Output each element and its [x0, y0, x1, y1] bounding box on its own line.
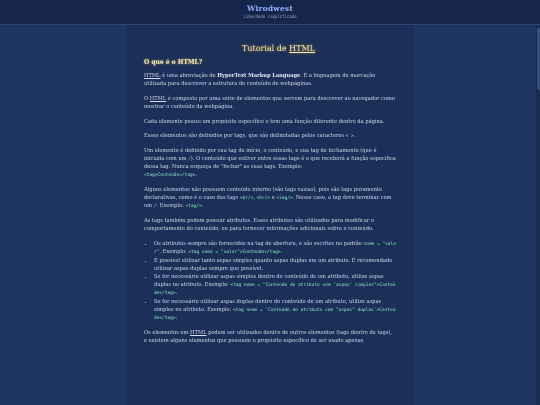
paragraph-attributes: As tags também podem possuir atributos. Esses atributos são utilizados para modificar o comportamento do conteúdo, ou para fornecer informações adicionais sobre o conteúdo. — [144, 217, 374, 232]
paragraph-element-definition: Um elemento é definido por sua tag de início, o conteúdo, e sua tag de fechamento (que é iniciada com um /). O conteúdo que estiver entre essas tags é o que receberá a função específica dessa tag. Nunca esqueça de "fechar" as suas tags. Exemplo: <tag>Conteúdo</tag>. — [144, 148, 396, 179]
site-logo-link[interactable]: Wirodwest — [246, 4, 294, 13]
code-snippet: < > — [345, 134, 354, 140]
page-scrollbar[interactable] — [536, 25, 540, 405]
attributes-list — [144, 241, 396, 323]
list-item: • Os atributos sempre são fornecidos na tag de abertura, e são escritos no padrão nome = "valor". Exemplo: <tag nome = "valor">Conteúdo</tag>. — [154, 241, 396, 257]
paragraph-elements: O HTML é composto por uma série de elementos que servem para descrever ao navegador como mostrar o conteúdo da webpágina. — [144, 95, 395, 110]
list-item: • Se for necessário utilizar aspas simples dentro do conteúdo de um atributo, utilize aspas duplas no atributo. Exemplo: <tag nome = "Conteúdo do atributo com 'aspas' simples">Conteúdo</tag>. — [154, 274, 396, 298]
page-title: Tutorial de HTML — [242, 44, 315, 53]
html-abbreviation: HTML — [149, 95, 167, 102]
code-snippet: <tag>Conteúdo</tag> — [144, 173, 196, 179]
paragraph-nesting: Os elementos em HTML podem ser utilizados dentro de outros elementos (tags dentro de tags), e existem alguns elementos que possuem o propósito específico de ser usado apenas — [144, 330, 392, 345]
code-snippet: nome = "valor" — [154, 241, 396, 255]
code-snippet: <tag nome = "Conteúdo do atributo com 'aspas' simples">Conteúdo</tag> — [154, 283, 396, 297]
site-header — [0, 0, 540, 25]
html-abbreviation: HTML — [289, 44, 315, 53]
code-snippet: <tag nome = "valor">Conteúdo</tag> — [188, 249, 281, 255]
scrollbar-thumb[interactable] — [537, 28, 540, 90]
code-snippet: <br/> — [239, 196, 254, 202]
html-abbreviation: HTML — [144, 73, 161, 79]
code-snippet: <hr/> — [256, 196, 271, 202]
article-content — [126, 25, 414, 405]
site-tagline: Liberdade simplificada — [243, 14, 297, 19]
paragraph-purpose: Cada elemento possui um propósito específico e tem uma função diferente dentro da página. — [144, 118, 385, 125]
code-snippet: <img/> — [276, 196, 293, 202]
code-snippet: / — [188, 157, 191, 163]
code-snippet: <tag/> — [185, 204, 202, 209]
paragraph-tags: Esses elementos são definidos por tags, que são delimitadas pelos caracteres < >. — [144, 133, 356, 140]
bold-term: HyperText Markup Language — [217, 73, 301, 79]
paragraph-intro: HTML é uma abreviação de HyperText Markup Language. É a linguagem de marcação utilizada para descrever a estrutura do conteúdo de webpáginas. — [144, 73, 376, 87]
section-heading: O que é o HTML? — [144, 59, 203, 66]
paragraph-empty-tags: Alguns elementos não possuem conteúdo interno (são tags vazias), pois são tags puramente declarativas, como é o caso das tags <br/>, <hr/> e <img/>. Nesse caso, a tag deve terminar com um /. Exemplo: <tag/>. — [144, 187, 392, 209]
html-abbreviation: HTML — [190, 330, 207, 337]
list-item: • Se for necessário utilizar aspas duplas dentro do conteúdo de um atributo, utilize aspas simples no atributo. Exemplo: <tag nome = 'Conteúdo do atributo com "aspas" duplas'>Conteúdo</tag>. — [154, 299, 396, 323]
list-item: • É possível utilizar tanto aspas simples quanto aspas duplas em um atributo. É recomendado utilizar aspas duplas sempre que possível. — [154, 258, 396, 274]
code-snippet: / — [153, 204, 157, 209]
code-snippet: <tag nome = 'Conteúdo do atributo com "aspas" duplas'>Conteúdo</tag> — [154, 308, 396, 322]
